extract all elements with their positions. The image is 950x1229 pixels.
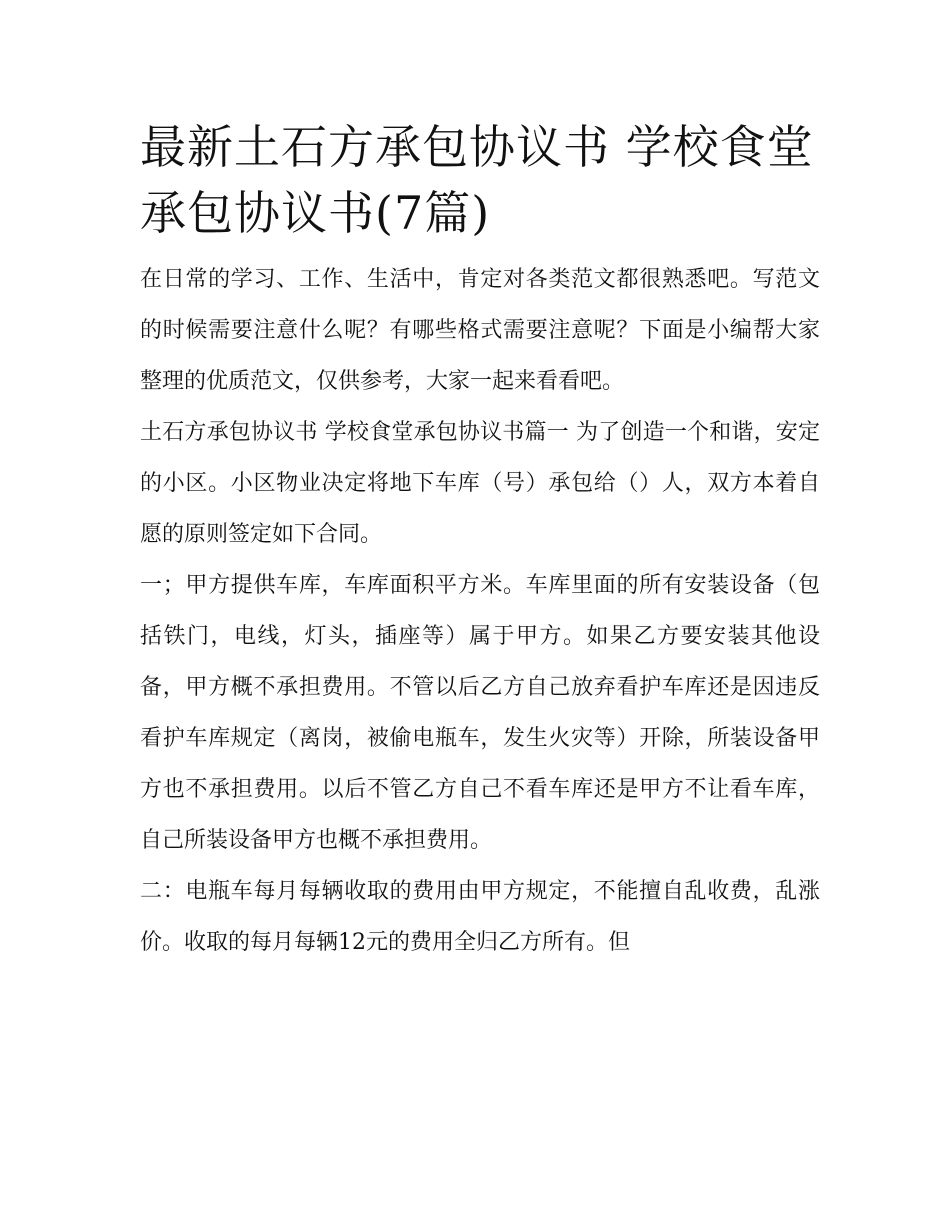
paragraph-intro: 在日常的学习、工作、生活中，肯定对各类范文都很熟悉吧。写范文的时候需要注意什么呢？有哪些格式需要注意呢？下面是小编帮大家整理的优质范文，仅供参考，大家一起来看看吧。 <box>140 267 820 394</box>
document-title: 最新土石方承包协议书 学校食堂承包协议书(7篇) <box>140 120 814 240</box>
document-body <box>140 114 820 968</box>
paragraph-clause-two: 二：电瓶车每月每辆收取的费用由甲方规定，不能擅自乱收费，乱涨价。收取的每月每辆12元的费用全归乙方所有。但 <box>140 879 820 955</box>
paragraph-clause-one: 一；甲方提供车库，车库面积平方米。车库里面的所有安装设备（包括铁门，电线，灯头，插座等）属于甲方。如果乙方要安装其他设备，甲方概不承担费用。不管以后乙方自己放弃看护车库还是因违反看护车库规定（离岗，被偷电瓶车，发生火灾等）开除，所装设备甲方也不承担费用。以后不管乙方自己不看车库还是甲方不让看车库，自己所装设备甲方也概不承担费用。 <box>140 573 820 853</box>
paragraph-agreement-one: 土石方承包协议书 学校食堂承包协议书篇一 为了创造一个和谐，安定的小区。小区物业决定将地下车库（号）承包给（）人，双方本着自愿的原则签定如下合同。 <box>140 420 820 547</box>
